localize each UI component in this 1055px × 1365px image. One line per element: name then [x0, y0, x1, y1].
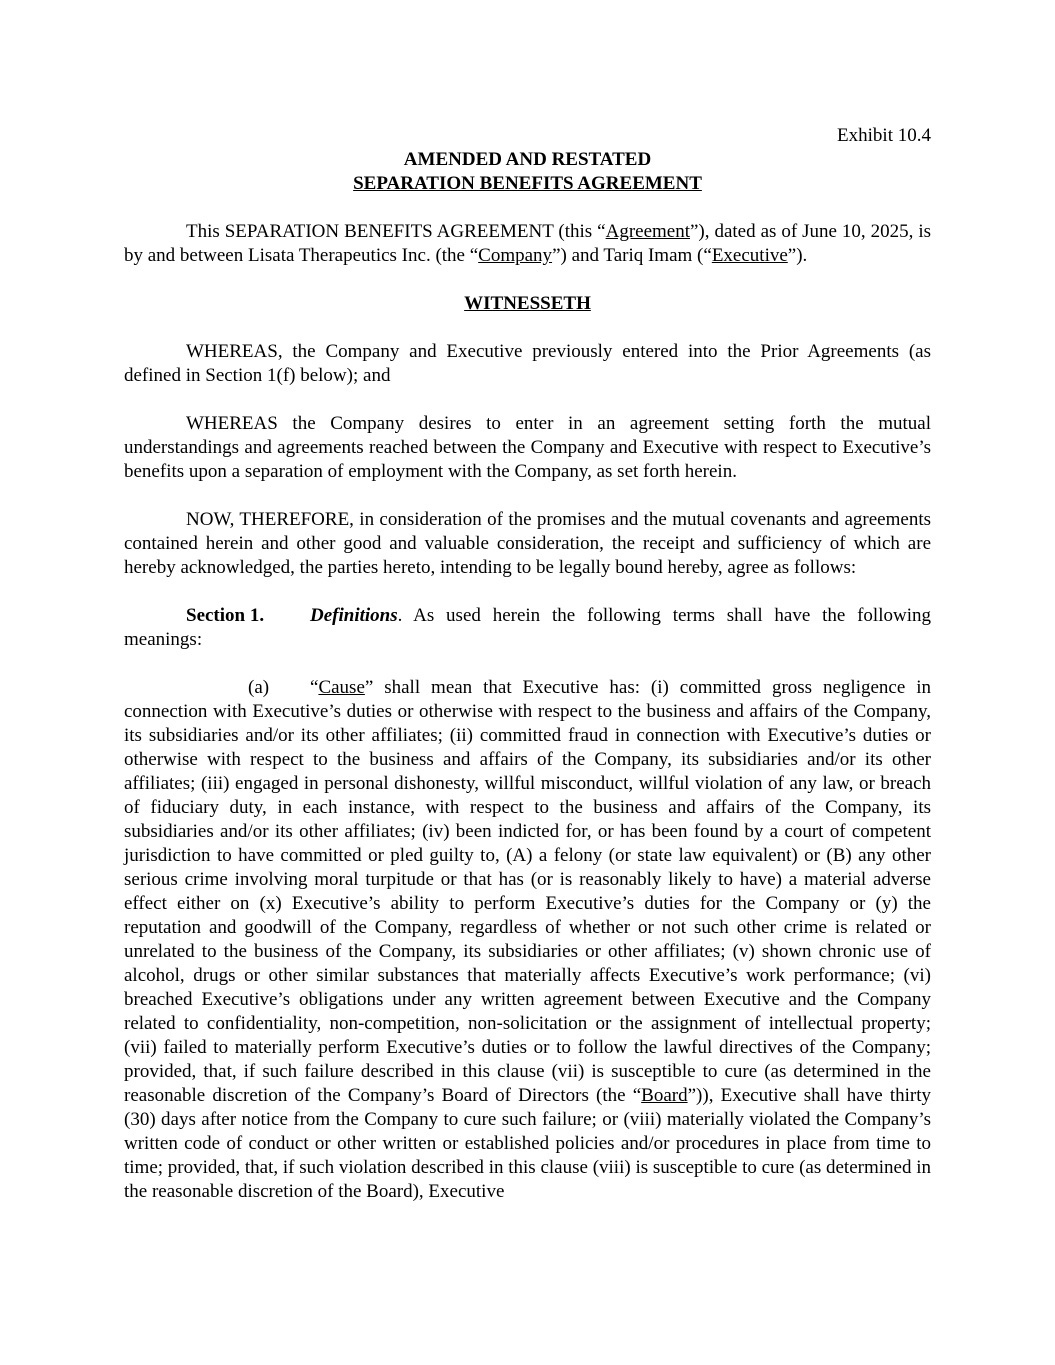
clause-a-text-2: ”)), Executive shall have thirty (30) days after notice from the Company to cure such failure; or (viii) materially violated the Company’s written code of conduct or other written or established policies and/or procedures in place from time to time; provided, that, if such violation described in this clause (viii) is susceptible to cure (as determined in the reasonable discretion of the Board), Executive — [124, 1085, 931, 1202]
agreement-term: Agreement — [605, 221, 690, 242]
clause-a-text-1: ” shall mean that Executive has: (i) committed gross negligence in connection with Executive’s duties or otherwise with respect to the business and affairs of the Company, its subsidiaries and/or its other affiliates; (ii) committed fraud in connection with Executive’s duties or otherwise with respect to the business and affairs of the Company, its subsidiaries and/or its other affiliates; (iii) engaged in personal dishonesty, willful misconduct, willful violation of any law, or breach of fiduciary duty, in each instance, with respect to the business and affairs of the Company, its subsidiaries and/or its other affiliates; (iv) been indicted for, or has been found by a court of competent jurisdiction to have committed or pled guilty to, (A) a felony (or state law equivalent) or (B) any other serious crime involving moral turpitude or that has (or is reasonably likely to have) a material adverse effect either on (x) Executive’s ability to perform Executive’s duties for the Company or (y) the reputation and goodwill of the Company, regardless of whether or not such other crime is related or unrelated to the business of the Company, its subsidiaries or other affiliates; (v) shown chronic use of alcohol, drugs or other similar substances that materially affects Executive’s work performance; (vi) breached Executive’s obligations under any written agreement between Executive and the Company related to confidentiality, non-competition, non-solicitation or the assignment of intellectual property; (vii) failed to materially perform Executive’s duties or to follow the lawful directives of the Company; provided, that, if such failure described in this clause (vii) is susceptible to cure (as determined in the reasonable discretion of the Company’s Board of Directors (the “ — [124, 677, 931, 1106]
executive-term: Executive — [711, 245, 788, 266]
title-line-2: SEPARATION BENEFITS AGREEMENT — [353, 173, 702, 194]
section-1-label: Section 1. — [186, 605, 265, 626]
intro-text-2: ”), dated as of June 10, 2025, is by and between Lisata Therapeutics Inc. (the “ — [124, 221, 931, 266]
board-term: Board — [641, 1085, 688, 1106]
witnesseth-heading: WITNESSETH — [464, 293, 591, 314]
section-1-text: . As used herein the following terms shall have the following meanings: — [124, 605, 931, 650]
exhibit-label: Exhibit 10.4 — [837, 125, 931, 146]
title-line-1: AMENDED AND RESTATED — [403, 149, 652, 170]
clause-a-paragraph — [124, 676, 931, 1204]
section-1-heading: Definitions — [310, 605, 398, 626]
intro-text-3: ”) and Tariq Imam (“ — [552, 245, 712, 266]
section-1-paragraph — [124, 604, 931, 652]
whereas-paragraph-2: WHEREAS the Company desires to enter in an agreement setting forth the mutual understandings and agreements reached between the Company and Executive with respect to Executive’s benefits upon a separation of employment with the Company, as set forth herein. — [124, 413, 931, 482]
now-therefore-paragraph: NOW, THEREFORE, in consideration of the promises and the mutual covenants and agreements contained herein and other good and valuable consideration, the receipt and sufficiency of which are hereby acknowledged, the parties hereto, intending to be legally bound hereby, agree as follows: — [124, 509, 931, 578]
intro-text-4: ”). — [787, 245, 808, 266]
clause-a-open-quote: “ — [310, 677, 319, 698]
intro-text-1: This SEPARATION BENEFITS AGREEMENT (this “ — [186, 221, 606, 242]
company-term: Company — [478, 245, 553, 266]
document-page — [124, 124, 931, 1204]
intro-paragraph — [124, 220, 931, 268]
whereas-paragraph-1: WHEREAS, the Company and Executive previously entered into the Prior Agreements (as defined in Section 1(f) below); and — [124, 341, 931, 386]
clause-a-label: (a) — [248, 677, 270, 698]
cause-term: Cause — [318, 677, 365, 698]
